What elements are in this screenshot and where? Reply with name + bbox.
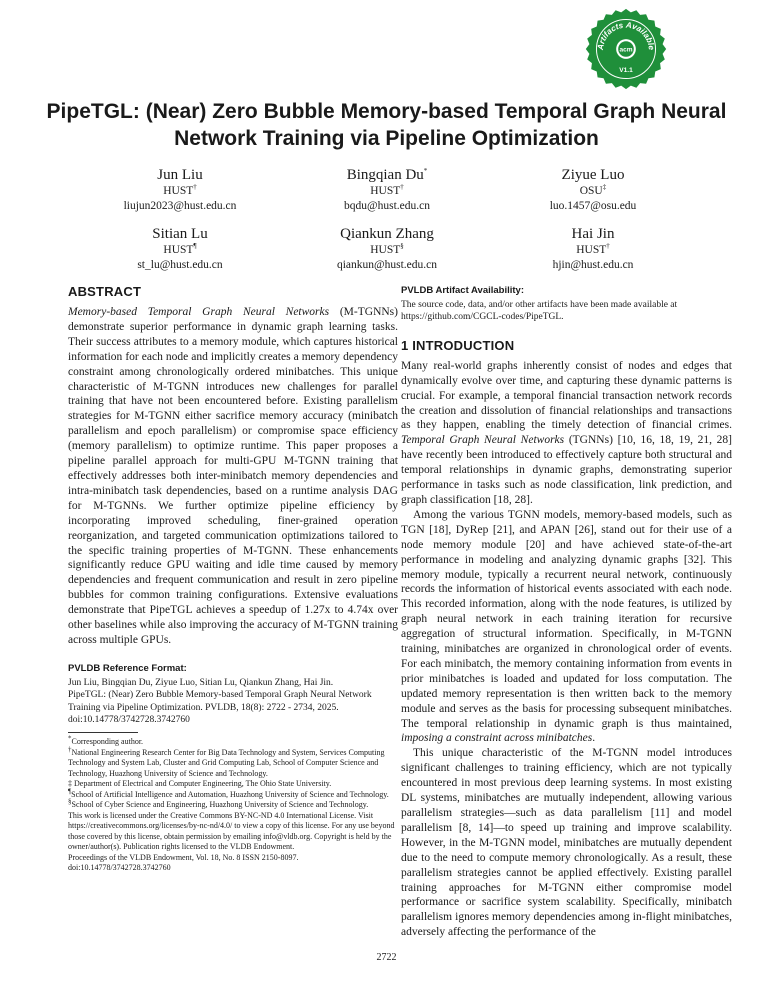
affiliation-mark: † xyxy=(606,242,610,251)
author-block xyxy=(297,225,477,273)
footnote: ‡ Department of Electrical and Computer Engineering, The Ohio State University. xyxy=(68,779,332,789)
footnote: †National Engineering Research Center for Big Data Technology and System, Services Computing Technology and System Lab, Cluster and Grid Computing Lab, School of Computer Science and Technology, Huazhong University of Science and Technology. xyxy=(68,745,385,778)
affiliation-mark: ‡ xyxy=(602,183,607,192)
proceedings-doi: doi:10.14778/3742728.3742760 xyxy=(68,863,171,873)
corresponding-mark: * xyxy=(423,167,428,175)
author-affiliation: HUST xyxy=(163,185,194,197)
author-email: liujun2023@hust.edu.cn xyxy=(123,200,237,212)
author-name: Bingqian Du xyxy=(346,167,424,183)
ref-format-citation: PipeTGL: (Near) Zero Bubble Memory-based Temporal Graph Neural Network Training via Pipeline Optimization. PVLDB, 18(8): 2722 - 2734, 2025. xyxy=(68,690,372,713)
author-name: Jun Liu xyxy=(157,167,203,183)
intro-paragraph-2: Among the various TGNN models, memory-based models, such as TGN [18], DyRep [21], and APAN [26], stand out for their use of a node memory module [20] and have achieved state-of-the-art performance in modeling and analyzing dynamic graphs [32]. This memory module, typically a recurrent neural network, continuously records the information of historical events associated with each node. This recorded information, along with the node features, is utilized by graph neural network in each training iteration for recursive aggregation of structural information. Specifically, in M-TGNN training, minibatches are organized in chronological order of events. For each minibatch, the memory containing information from events in prior minibatches is loaded and updated for loss computation. The updated memory representation is then written back to the memory module and serves as the basis for processing subsequent minibatches. The temporal relationship in dynamic graph is thus maintained, imposing a constraint across minibatches. xyxy=(401,508,732,745)
author-block xyxy=(503,166,683,214)
ref-format-authors: Jun Liu, Bingqian Du, Ziyue Luo, Sitian Lu, Qiankun Zhang, Hai Jin. xyxy=(68,677,334,688)
affiliation-mark: § xyxy=(400,242,404,251)
badge-logo-text: acm xyxy=(619,46,633,54)
author-email: st_lu@hust.edu.cn xyxy=(137,259,223,271)
footnote-rule xyxy=(68,732,138,733)
affiliation-mark: † xyxy=(193,183,197,192)
author-email: hjin@hust.edu.cn xyxy=(552,259,634,271)
author-block xyxy=(90,225,270,273)
author-block xyxy=(297,166,477,214)
author-affiliation: HUST xyxy=(576,244,607,256)
abstract-body xyxy=(68,305,398,648)
author-email: luo.1457@osu.edu xyxy=(549,200,637,212)
author-name: Hai Jin xyxy=(571,226,615,242)
author-name: Sitian Lu xyxy=(152,226,208,242)
footnote: ¶School of Artificial Intelligence and Automation, Huazhong University of Science and Technology. xyxy=(68,787,389,799)
author-affiliation: OSU xyxy=(579,185,603,197)
author-email: qiankun@hust.edu.cn xyxy=(336,259,438,271)
ref-format-heading: PVLDB Reference Format: xyxy=(68,662,187,674)
left-column xyxy=(68,284,398,874)
ref-format-doi: doi:10.14778/3742728.3742760 xyxy=(68,715,190,726)
footnote: *Corresponding author. xyxy=(68,734,144,747)
license-text: This work is licensed under the Creative Commons BY-NC-ND 4.0 International License. Visit https://creativecommons.org/licenses/by-nc-nd/4.0/ to view a copy of this license. For any use beyond those covered by this license, obtain permission by emailing info@vldb.org. Copyright is held by the owner/author(s). Publication rights licensed to the VLDB Endowment. xyxy=(68,810,395,852)
footnote: §School of Cyber Science and Engineering, Huazhong University of Science and Technology. xyxy=(68,797,369,810)
author-name: Qiankun Zhang xyxy=(340,226,434,242)
intro-paragraph-3: This unique characteristic of the M-TGNN model introduces significant challenges to training efficiency, which are not typically encountered in most previous deep learning systems. In most existing DL systems, minibatches are mutually independent, allowing various parallelism strategies—such as data parallelism [11] and model parallelism [8, 14]—to speed up training and improve scalability. However, in the M-TGNN model, minibatches are mutually dependent due to the need to compute memory chronologically. As a result, these parallelism strategies cannot be applied effectively. Existing parallel training approaches for M-TGNN either compromise model performance or sacrifice system scalability. Specifically, minibatch parallelism ignores memory dependencies among in-flight minibatches, adversely affecting the performance of the xyxy=(401,747,732,939)
author-block xyxy=(90,166,270,214)
badge-top-text: Artifacts Available xyxy=(595,20,657,51)
author-name: Ziyue Luo xyxy=(561,167,625,183)
abstract-heading: ABSTRACT xyxy=(68,284,142,299)
acm-artifacts-badge xyxy=(585,8,667,90)
author-affiliation: HUST xyxy=(370,244,401,256)
right-column xyxy=(401,284,732,940)
author-affiliation: HUST xyxy=(163,244,194,256)
author-email: bqdu@hust.edu.cn xyxy=(344,200,430,212)
page-number: 2722 xyxy=(376,952,397,963)
intro-heading: 1 INTRODUCTION xyxy=(401,337,515,353)
artifact-text: The source code, data, and/or other artifacts have been made available at https://github.com/CGCL-codes/PipeTGL. xyxy=(401,300,678,323)
abstract-text: (M-TGNNs) demonstrate superior performance in dynamic graph learning tasks. Their success attributes to a memory module, which captures historical information for each node and implicitly creates a memory dependency constraint among chronologically ordered minibatches. This unique characteristic of M-TGNN introduces new challenges for parallel training that have not been encountered before. Existing parallelism strategies for M-TGNN either sacrifice memory accuracy (minibatch parallelism and epoch parallelism) or compromise space efficiency (memory parallelism) to optimize runtime. This paper proposes a pipeline parallel approach for multi-GPU M-TGNN training that effectively addresses both inter-minibatch memory dependencies and intra-minibatch task dependencies, based on a runtime analysis DAG for M-TGNNs. We further optimize pipeline efficiency by incorporating improved scheduling, finer-grained operation reorganization, and targeted communication optimizations tailored to the specific training properties of M-TGNN. These enhancements significantly reduce GPU waiting and idle time caused by memory dependencies and frequent communication and result in zero pipeline bubbles for common training configurations. Extensive evaluations demonstrate that PipeTGL achieves a speedup of 1.27x to 4.74x over other baselines while also improving the accuracy of M-TGNN training across multiple GPUs. xyxy=(68,306,398,646)
artifact-heading: PVLDB Artifact Availability: xyxy=(401,285,524,296)
intro-paragraph-1: Many real-world graphs inherently consist of nodes and edges that dynamically evolve over time, and capturing these dynamic patterns is crucial. For example, a temporal financial transaction network records the creation and dissolution of financial relationships and transactions as they happen, enabling the timely detection of financial crimes. Temporal Graph Neural Networks (TGNNs) [10, 16, 18, 19, 21, 28] have recently been introduced to effectively capture both structural and temporal relationships in dynamic graphs, demonstrating superior performance in tasks such as node classification, link prediction, and graph classification [18, 28]. xyxy=(401,359,733,506)
badge-version: V1.1 xyxy=(619,66,633,74)
author-affiliation: HUST xyxy=(370,185,401,197)
affiliation-mark: ¶ xyxy=(193,242,197,251)
author-block xyxy=(503,225,683,273)
affiliation-mark: † xyxy=(400,183,404,192)
abstract-lead: Memory-based Temporal Graph Neural Networks xyxy=(68,306,330,318)
paper-title: PipeTGL: (Near) Zero Bubble Memory-based Temporal Graph Neural Network Training via Pipeline Optimization xyxy=(46,100,727,150)
proceedings-text: Proceedings of the VLDB Endowment, Vol. 18, No. 8 ISSN 2150-8097. xyxy=(68,852,299,862)
